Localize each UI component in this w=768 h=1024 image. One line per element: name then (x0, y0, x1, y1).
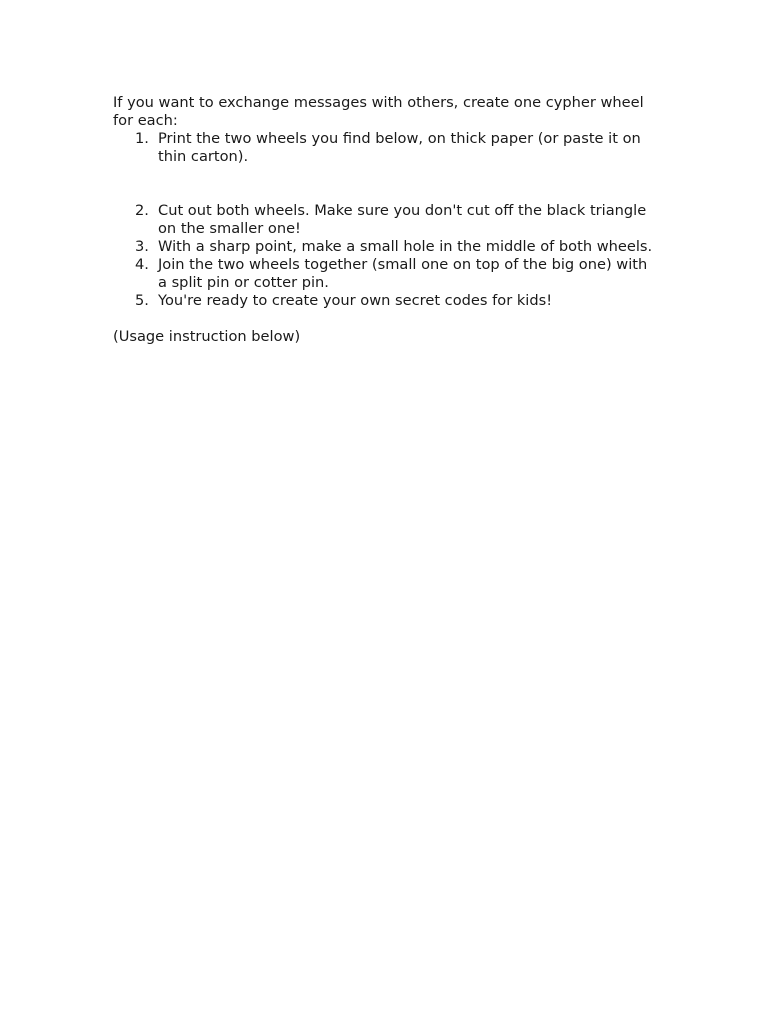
list-item (113, 238, 653, 256)
list-item (113, 130, 653, 166)
instruction-list (113, 130, 653, 310)
intro-paragraph: If you want to exchange messages with others, create one cypher wheel for each: (113, 94, 644, 129)
list-item-number: 1. (135, 130, 149, 147)
list-item-text: Cut out both wheels. Make sure you don't cut off the black triangle on the smaller one! (158, 202, 647, 237)
list-item-number: 2. (135, 202, 149, 219)
list-item-number: 4. (135, 256, 149, 273)
list-item (113, 256, 653, 292)
list-item (113, 292, 653, 310)
list-item-number: 5. (135, 292, 149, 309)
usage-note: (Usage instruction below) (113, 328, 301, 345)
blank-space (113, 166, 653, 202)
document-body (113, 94, 653, 346)
list-item-text: Join the two wheels together (small one on top of the big one) with a split pin or cotter pin. (158, 256, 648, 291)
list-item-text: You're ready to create your own secret codes for kids! (158, 292, 553, 309)
list-item-text: With a sharp point, make a small hole in the middle of both wheels. (158, 238, 653, 255)
list-item-text: Print the two wheels you find below, on thick paper (or paste it on thin carton). (158, 130, 641, 165)
list-item-number: 3. (135, 238, 149, 255)
list-item (113, 202, 653, 238)
